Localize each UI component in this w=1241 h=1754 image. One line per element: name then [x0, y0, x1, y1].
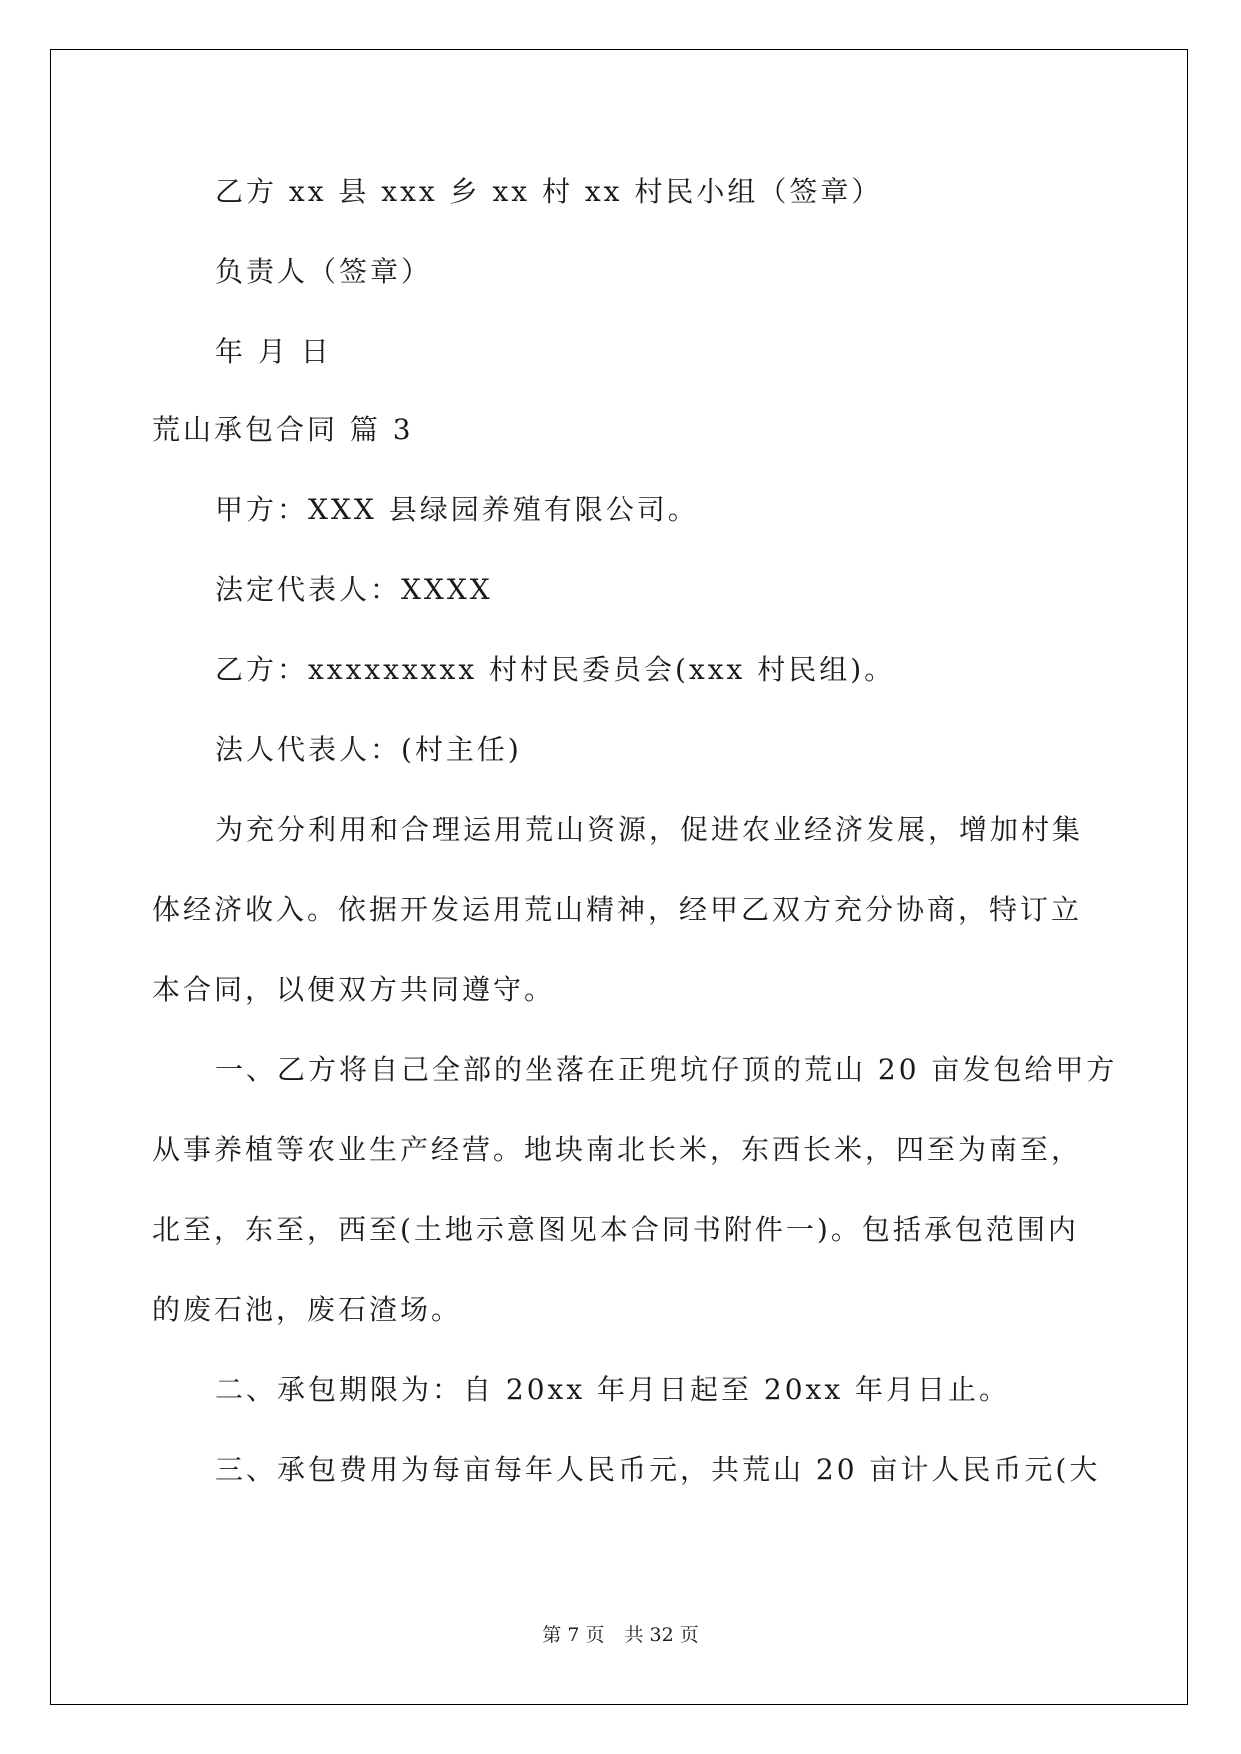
paragraph-line: 北至，东至，西至(土地示意图见本合同书附件一)。包括承包范围内 [152, 1213, 1079, 1246]
paragraph-line: 的废石池，废石渣场。 [152, 1293, 463, 1326]
page-footer [0, 1620, 1241, 1647]
paragraph-line: 二、承包期限为：自 20xx 年月日起至 20xx 年月日止。 [215, 1373, 1011, 1406]
paragraph-line: 为充分利用和合理运用荒山资源，促进农业经济发展，增加村集 [215, 813, 1084, 846]
signature-party-b: 乙方 xx 县 xxx 乡 xx 村 xx 村民小组（签章） [215, 175, 883, 208]
paragraph-line: 一、乙方将自己全部的坐落在正兜坑仔顶的荒山 20 亩发包给甲方 [215, 1053, 1118, 1086]
legal-representative: 法定代表人：XXXX [215, 573, 493, 606]
page-total: 共 32 页 [624, 1624, 699, 1646]
paragraph-line: 本合同，以便双方共同遵守。 [152, 973, 556, 1006]
signature-responsible-person: 负责人（签章） [215, 255, 433, 288]
signature-date: 年 月 日 [215, 335, 332, 368]
party-a: 甲方：XXX 县绿园养殖有限公司。 [215, 493, 699, 526]
paragraph-line: 从事养植等农业生产经营。地块南北长米，东西长米，四至为南至， [152, 1133, 1083, 1166]
paragraph-line: 体经济收入。依据开发运用荒山精神，经甲乙双方充分协商，特订立 [152, 893, 1083, 926]
section-heading: 荒山承包合同 篇 3 [152, 413, 414, 446]
party-b: 乙方：xxxxxxxxx 村村民委员会(xxx 村民组)。 [215, 653, 896, 686]
page-number: 第 7 页 [542, 1624, 605, 1646]
legal-person-representative: 法人代表人：(村主任) [215, 733, 522, 766]
paragraph-line: 三、承包费用为每亩每年人民币元，共荒山 20 亩计人民币元(大 [215, 1453, 1101, 1486]
